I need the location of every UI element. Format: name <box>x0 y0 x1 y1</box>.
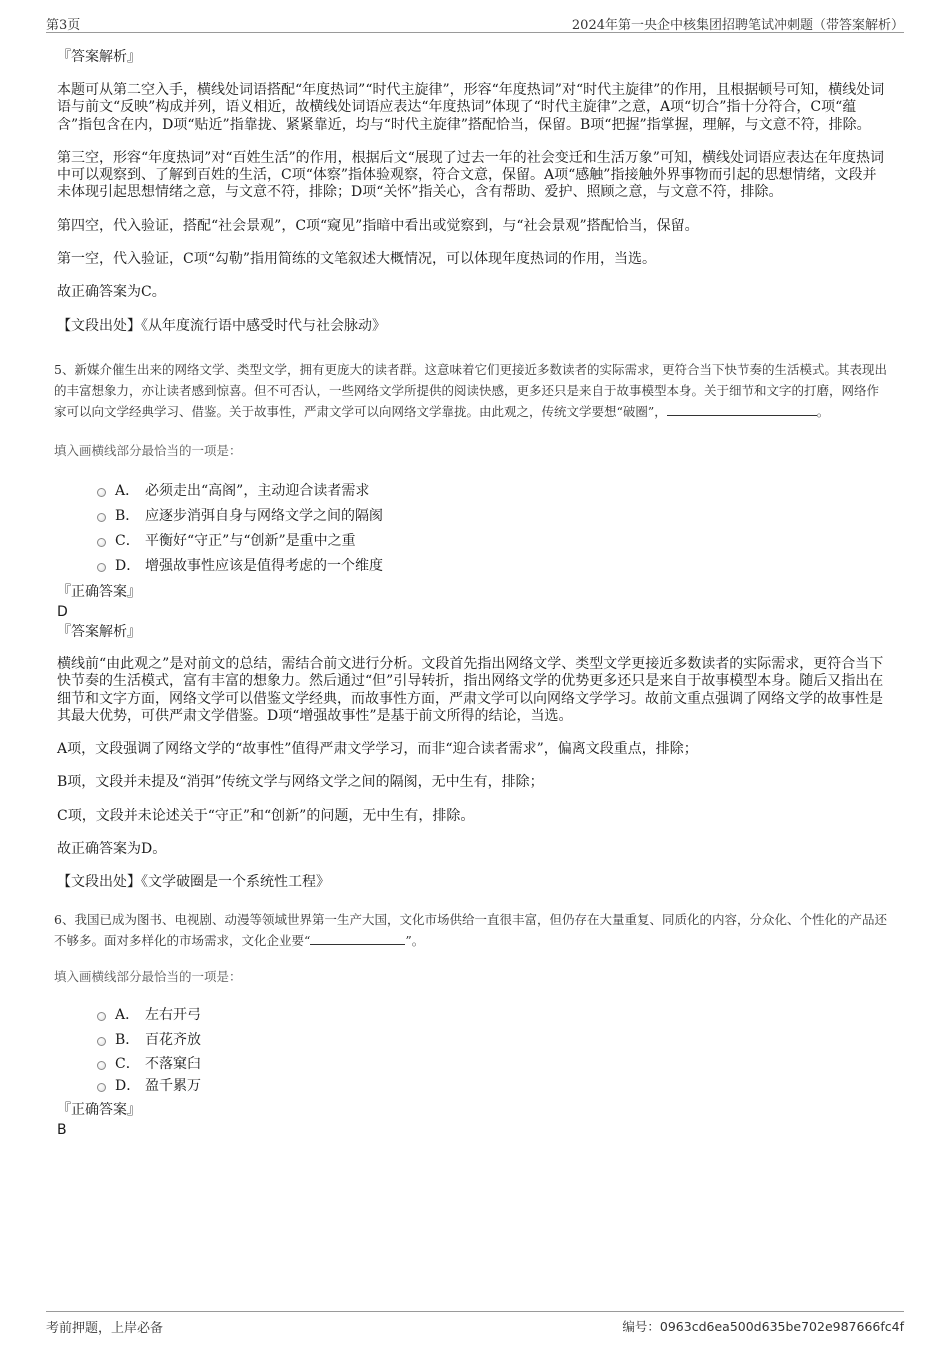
q5-analysis-para-3: B项，文段并未提及“消弭”传统文学与网络文学之间的隔阂，无中生有，排除； <box>57 774 544 791</box>
q5-analysis-heading: 『答案解析』 <box>57 623 141 640</box>
page-number: 第3页 <box>46 18 81 33</box>
q5-prompt: 填入画横线部分最恰当的一项是： <box>54 442 242 458</box>
page-header <box>46 8 904 33</box>
option-text: 百花齐放 <box>145 1031 201 1048</box>
q5-stem-end: 。 <box>816 403 830 419</box>
page-footer <box>46 1311 904 1336</box>
q6-option-c[interactable] <box>97 1053 887 1075</box>
option-key: A． <box>115 482 140 499</box>
q5-option-c[interactable] <box>97 529 887 554</box>
q6-blank <box>310 932 405 945</box>
footer-slogan: 考前押题，上岸必备 <box>46 1321 164 1336</box>
q5-stem <box>54 359 887 422</box>
radio-icon[interactable] <box>97 1083 106 1092</box>
document-title: 2024年第一央企中核集团招聘笔试冲刺题（带答案解析） <box>571 18 904 33</box>
document-id: 编号：0963cd6ea500d635be702e987666fc4f <box>622 1319 904 1334</box>
q6-option-a[interactable] <box>97 1003 887 1028</box>
option-text: 盈千累万 <box>145 1077 201 1094</box>
q5-answer: D <box>57 603 68 620</box>
option-text: 不落窠臼 <box>145 1055 201 1072</box>
q6-option-d[interactable] <box>97 1075 887 1097</box>
option-key: D． <box>115 557 141 574</box>
q6-prompt: 填入画横线部分最恰当的一项是： <box>54 968 242 984</box>
q4-analysis-para-2: 第三空，形容“年度热词”对“百姓生活”的作用，根据后文“展现了过去一年的社会变迁和生活万象”可知，横线处词语应表达在年度热词中可以观察到、了解到百姓的生活，C项“体察”指体验观察，符合文意，保留。A项“感触”指接触外界事物而引起的思想情绪，文段并未体现引起思想情绪之意，与文意不符，排除；D项“关怀”指关心，含有帮助、爱护、照顾之意，与文意不符，排除。 <box>57 149 884 201</box>
q5-analysis-para-2: A项，文段强调了网络文学的“故事性”值得严肃文学学习，而非“迎合读者需求”，偏离文段重点，排除； <box>57 741 698 758</box>
q5-blank <box>667 403 817 416</box>
q4-analysis-para-3: 第四空，代入验证，搭配“社会景观”，C项“窥见”指暗中看出或觉察到，与“社会景观”搭配恰当，保留。 <box>57 217 699 234</box>
page-content <box>54 48 887 1139</box>
q6-stem-text: 6、我国已成为图书、电视剧、动漫等领域世界第一生产大国，文化市场供给一直很丰富，但仍存在大量重复、同质化的内容，分众化、个性化的产品还不够多。面对多样化的市场需求，文化企业要“ <box>54 911 887 948</box>
option-key: A． <box>115 1006 140 1023</box>
q5-stem-text: 5、新媒介催生出来的网络文学、类型文学，拥有更庞大的读者群。这意味着它们更接近多数读者的实际需求，更符合当下快节奏的生活模式。其表现出的丰富想象力，亦让读者感到惊喜。但不可否认，一些网络文学所提供的阅读快感，更多还只是来自于故事模型本身。关于细节和文字的打磨，网络作家可以向文学经典学习、借鉴。关于故事性，严肃文学可以向网络文学靠拢。由此观之，传统文学要想“破圈”， <box>54 361 887 419</box>
q5-option-b[interactable] <box>97 504 887 529</box>
radio-icon[interactable] <box>97 538 106 547</box>
q5-answer-heading: 『正确答案』 <box>57 583 141 600</box>
q6-options <box>97 1003 887 1097</box>
q5-analysis-para-1: 横线前“由此观之”是对前文的总结，需结合前文进行分析。文段首先指出网络文学、类型文学更接近多数读者的实际需求，更符合当下快节奏的生活模式，富有丰富的想象力。然后通过“但”引导转折，指出网络文学的优势更多还只是来自于故事模型本身。随后又指出在细节和文字方面，网络文学可以借鉴文学经典，而故事性方面，严肃文学可以向网络文学学习。故前文重点强调了网络文学的故事性是其最大优势，可供严肃文学借鉴。D项“增强故事性”是基于前文所得的结论，当选。 <box>57 655 884 724</box>
option-text: 平衡好“守正”与“创新”是重中之重 <box>145 532 356 549</box>
q6-option-b[interactable] <box>97 1028 887 1053</box>
q4-answer-statement: 故正确答案为C。 <box>57 284 166 301</box>
radio-icon[interactable] <box>97 513 106 522</box>
option-key: B． <box>115 507 140 524</box>
option-key: D． <box>115 1077 141 1094</box>
q5-source: 【文段出处】《文学破圈是一个系统性工程》 <box>57 874 330 891</box>
option-key: C． <box>115 532 140 549</box>
option-key: B． <box>115 1031 140 1048</box>
q6-answer-heading: 『正确答案』 <box>57 1101 141 1118</box>
q5-options <box>97 479 887 579</box>
q4-analysis-para-1: 本题可从第二空入手，横线处词语搭配“年度热词”“时代主旋律”，形容“年度热词”对“时代主旋律”的作用，且根据顿号可知，横线处词语与前文“反映”构成并列，语义相近，故横线处词语应表达“年度热词”体现了“时代主旋律”之意，A项“切合”指十分符合，C项“蕴含”指包含在内，D项“贴近”指靠拢、紧紧靠近，均与“时代主旋律”搭配恰当，保留。B项“把握”指掌握，理解，与文意不符，排除。 <box>57 82 885 133</box>
radio-icon[interactable] <box>97 563 106 572</box>
radio-icon[interactable] <box>97 1037 106 1046</box>
q5-answer-statement: 故正确答案为D。 <box>57 841 167 858</box>
option-text: 左右开弓 <box>145 1006 201 1023</box>
q4-analysis-para-4: 第一空，代入验证，C项“勾勒”指用简练的文笔叙述大概情况，可以体现年度热词的作用，当选。 <box>57 251 657 268</box>
q5-analysis-para-4: C项，文段并未论述关于“守正”和“创新”的问题，无中生有，排除。 <box>57 807 475 824</box>
q5-option-d[interactable] <box>97 554 887 579</box>
q5-option-a[interactable] <box>97 479 887 504</box>
q6-answer: B <box>57 1121 67 1138</box>
radio-icon[interactable] <box>97 1061 106 1070</box>
radio-icon[interactable] <box>97 488 106 497</box>
radio-icon[interactable] <box>97 1012 106 1021</box>
q6-stem-end: ”。 <box>405 932 425 948</box>
q4-analysis-heading: 『答案解析』 <box>57 49 141 65</box>
option-text: 应逐步消弭自身与网络文学之间的隔阂 <box>145 507 383 524</box>
q4-source: 【文段出处】《从年度流行语中感受时代与社会脉动》 <box>57 317 386 334</box>
option-key: C． <box>115 1055 140 1072</box>
option-text: 必须走出“高阁”，主动迎合读者需求 <box>145 482 370 499</box>
option-text: 增强故事性应该是值得考虑的一个维度 <box>145 557 383 574</box>
q6-stem <box>54 909 887 951</box>
